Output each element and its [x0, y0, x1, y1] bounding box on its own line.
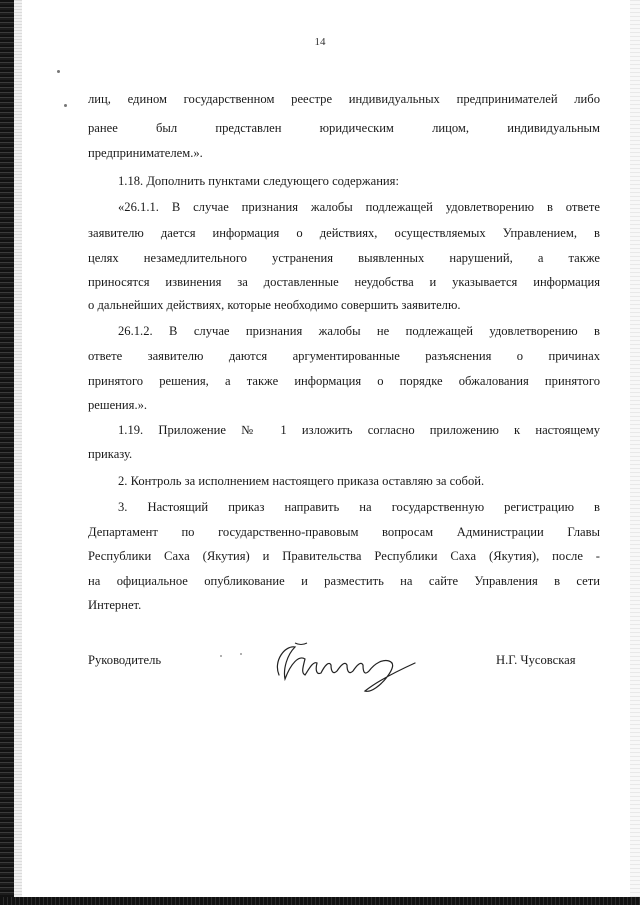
- scan-noise-edge-right: [630, 0, 640, 905]
- text-line: Республики Саха (Якутия) и Правительства Республики Саха (Якутия), после -: [88, 549, 600, 563]
- scan-noise-edge: [14, 0, 22, 905]
- scan-speck: [240, 653, 242, 655]
- text-line: «26.1.1. В случае признания жалобы подлежащей удовлетворению в ответе: [118, 200, 600, 214]
- scan-speck: [57, 70, 60, 73]
- text-line: о дальнейших действиях, которые необходимо совершить заявителю.: [88, 298, 461, 312]
- text-line: заявителю дается информация о действиях, осуществляемых Управлением, в: [88, 226, 600, 240]
- scan-speck: [220, 655, 222, 657]
- scan-dark-edge: [0, 0, 14, 905]
- handwritten-signature: [265, 633, 425, 695]
- text-line: приказу.: [88, 447, 133, 461]
- signer-name: Н.Г. Чусовская: [496, 653, 576, 667]
- text-line: предпринимателем.».: [88, 146, 203, 160]
- text-line: принятого решения, а также информация о порядке обжалования принятого: [88, 374, 600, 388]
- text-line: ответе заявителю даются аргументированные разъяснения о причинах: [88, 349, 600, 363]
- text-line: 3. Настоящий приказ направить на государственную регистрацию в: [118, 500, 600, 514]
- text-line: на официальное опубликование и разместить на сайте Управления в сети: [88, 574, 600, 588]
- scan-speck: [64, 104, 67, 107]
- text-line: Интернет.: [88, 598, 142, 612]
- text-line: целях незамедлительного устранения выявленных нарушений, а также: [88, 251, 600, 265]
- text-line: решения.».: [88, 398, 148, 412]
- page-number: 14: [314, 36, 326, 48]
- text-line: 1.18. Дополнить пунктами следующего содержания:: [118, 174, 399, 188]
- text-line: лиц, едином государственном реестре индивидуальных предпринимателей либо: [88, 92, 600, 106]
- text-line: приносятся извинения за доставленные неудобства и указывается информация: [88, 275, 600, 289]
- scan-dark-edge-bottom: [0, 897, 640, 905]
- text-line: 2. Контроль за исполнением настоящего приказа оставляю за собой.: [118, 474, 485, 488]
- text-line: ранее был представлен юридическим лицом, индивидуальным: [88, 121, 600, 135]
- text-line: Департамент по государственно-правовым вопросам Администрации Главы: [88, 525, 600, 539]
- position-title: Руководитель: [88, 653, 162, 667]
- text-line: 26.1.2. В случае признания жалобы не подлежащей удовлетворению в: [118, 324, 600, 338]
- text-line: 1.19. Приложение № 1 изложить согласно приложению к настоящему: [118, 423, 600, 437]
